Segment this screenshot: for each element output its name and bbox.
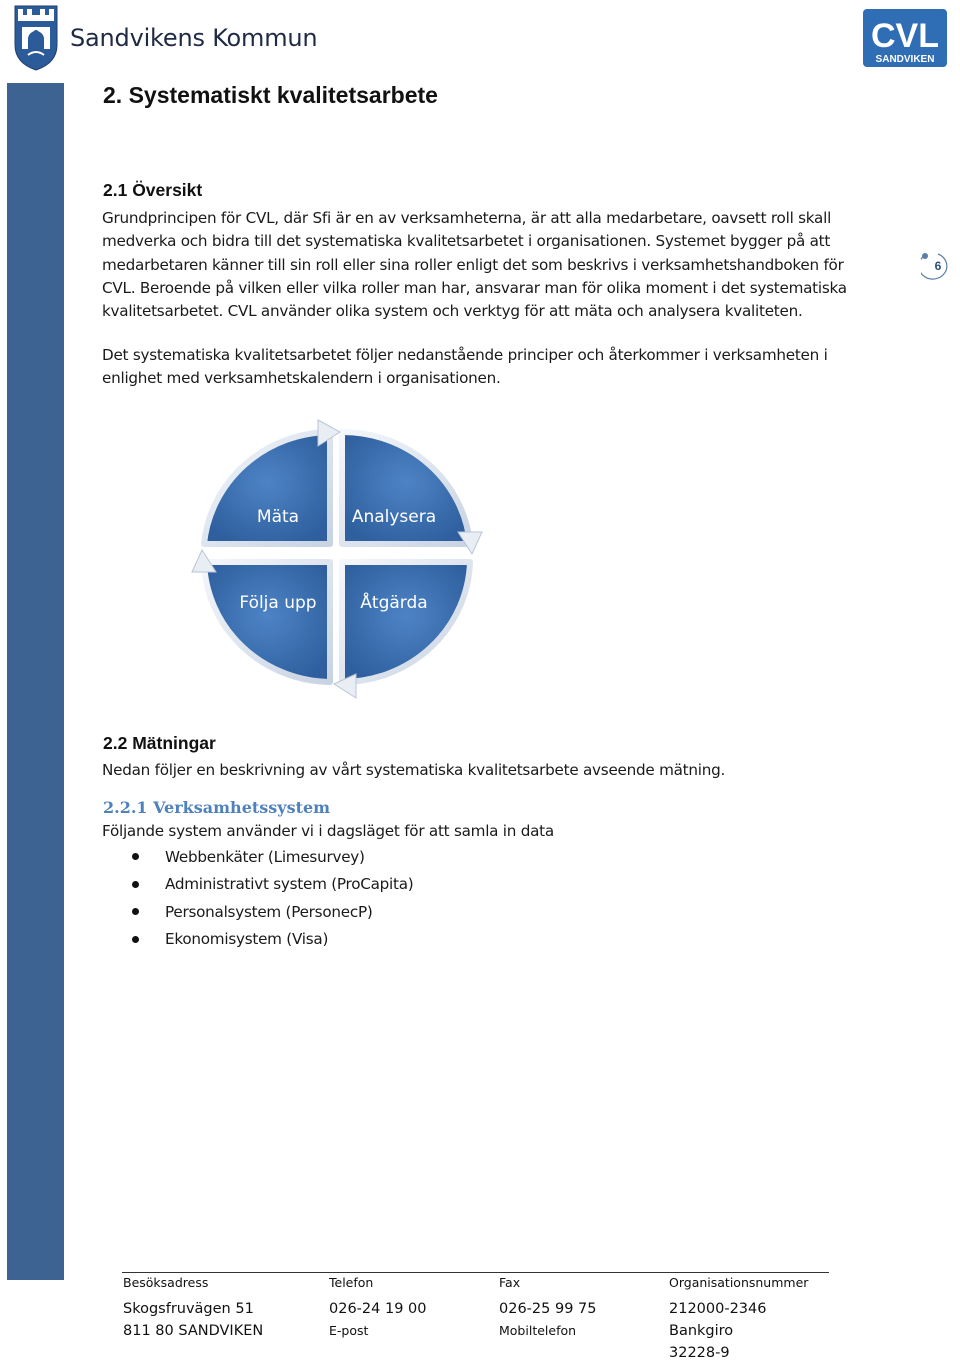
footer-fax <box>499 1274 596 1341</box>
cvl-logo <box>863 9 947 67</box>
footer-visit-label: Besöksadress <box>123 1275 209 1290</box>
footer-bankgiro-label: Bankgiro <box>669 1323 734 1339</box>
footer-bankgiro-value: 32228-9 <box>669 1345 730 1361</box>
bullet-icon <box>132 881 139 888</box>
left-sidebar-band <box>7 83 64 1280</box>
list-item-text: Personalsystem (PersonecP) <box>165 902 373 921</box>
overview-line: medverka och bidra till det systematiska kvalitetsarbetet i organisationen. Systemet bygger på att <box>102 232 831 251</box>
list-item-text: Webbenkäter (Limesurvey) <box>165 847 365 866</box>
overview-paragraph-1 <box>102 207 872 323</box>
overview-heading: 2.1 Översikt <box>103 180 203 200</box>
footer-divider <box>122 1272 829 1273</box>
measurements-intro: Nedan följer en beskrivning av vårt systematiska kvalitetsarbete avseende mätning. <box>102 761 726 779</box>
list-item-text: Administrativt system (ProCapita) <box>165 875 414 894</box>
page-number-badge <box>921 252 955 282</box>
overview-line: kvalitetsarbetet. CVL använder olika system och verktyg för att mäta och analysera kvaliteten. <box>102 302 803 321</box>
overview-line: CVL. Beroende på vilken eller vilka roller man har, ansvarar man för olika moment i det systematiska <box>102 278 847 297</box>
list-item <box>130 843 413 871</box>
footer-visit-address <box>123 1274 263 1342</box>
bullet-icon <box>132 908 139 915</box>
cycle-segment-atgarda <box>342 562 470 682</box>
footer-mobile-label: Mobiltelefon <box>499 1323 577 1338</box>
list-item-text: Ekonomisystem (Visa) <box>165 930 329 949</box>
overview-paragraph-2 <box>102 344 872 391</box>
footer-phone-label: Telefon <box>329 1275 374 1290</box>
cycle-segment-mata <box>204 432 330 544</box>
cycle-label-mata: Mäta <box>256 507 300 527</box>
cvl-logo-subtext: SANDVIKEN <box>875 54 935 65</box>
cycle-label-atgarda: Åtgärda <box>360 593 428 613</box>
list-item <box>130 898 413 926</box>
overview-line: enlighet med verksamhetskalendern i organisationen. <box>102 369 501 388</box>
business-systems-heading: 2.2.1 Verksamhetssystem <box>103 798 331 817</box>
footer-visit-city: 811 80 SANDVIKEN <box>123 1323 264 1339</box>
footer-org-label: Organisationsnummer <box>669 1275 809 1290</box>
cycle-label-analysera: Analysera <box>351 507 437 527</box>
list-item <box>130 926 413 954</box>
cycle-segment-analysera <box>342 432 470 544</box>
municipality-logo <box>14 3 317 73</box>
footer-visit-street: Skogsfruvägen 51 <box>123 1301 254 1317</box>
bullet-icon <box>132 853 139 860</box>
systems-list <box>130 843 413 953</box>
cvl-logo-text: CVL <box>871 17 939 55</box>
footer-fax-label: Fax <box>499 1275 521 1290</box>
overview-line: Det systematiska kvalitetsarbetet följer nedanstående principer och återkommer i verksamheten i <box>102 346 828 364</box>
footer-email-label: E-post <box>329 1323 369 1338</box>
footer-org-value: 212000-2346 <box>669 1301 767 1317</box>
overview-line: Grundprincipen för CVL, där Sfi är en av verksamheterna, är att alla medarbetare, oavsett roll skall <box>102 209 832 227</box>
overview-line: medarbetaren känner till sin roll eller sina roller enligt det som beskrivs i verksamhetshandboken för <box>102 255 844 274</box>
municipality-name: Sandvikens Kommun <box>70 24 318 52</box>
page-number: 6 <box>934 259 942 273</box>
footer-organisation <box>669 1274 808 1364</box>
measurements-heading: 2.2 Mätningar <box>103 733 216 753</box>
coat-of-arms-icon <box>14 5 58 71</box>
business-systems-intro: Följande system använder vi i dagsläget för att samla in data <box>102 822 554 840</box>
footer-phone-value: 026-24 19 00 <box>329 1301 427 1317</box>
quality-cycle-diagram <box>190 412 485 712</box>
bullet-icon <box>132 936 139 943</box>
footer-phone <box>329 1274 426 1341</box>
section-title: 2. Systematiskt kvalitetsarbete <box>103 82 438 108</box>
cycle-segment-folja-upp <box>204 562 330 682</box>
list-item <box>130 871 413 899</box>
footer-fax-value: 026-25 99 75 <box>499 1301 597 1317</box>
cycle-label-folja-upp: Följa upp <box>239 593 317 613</box>
